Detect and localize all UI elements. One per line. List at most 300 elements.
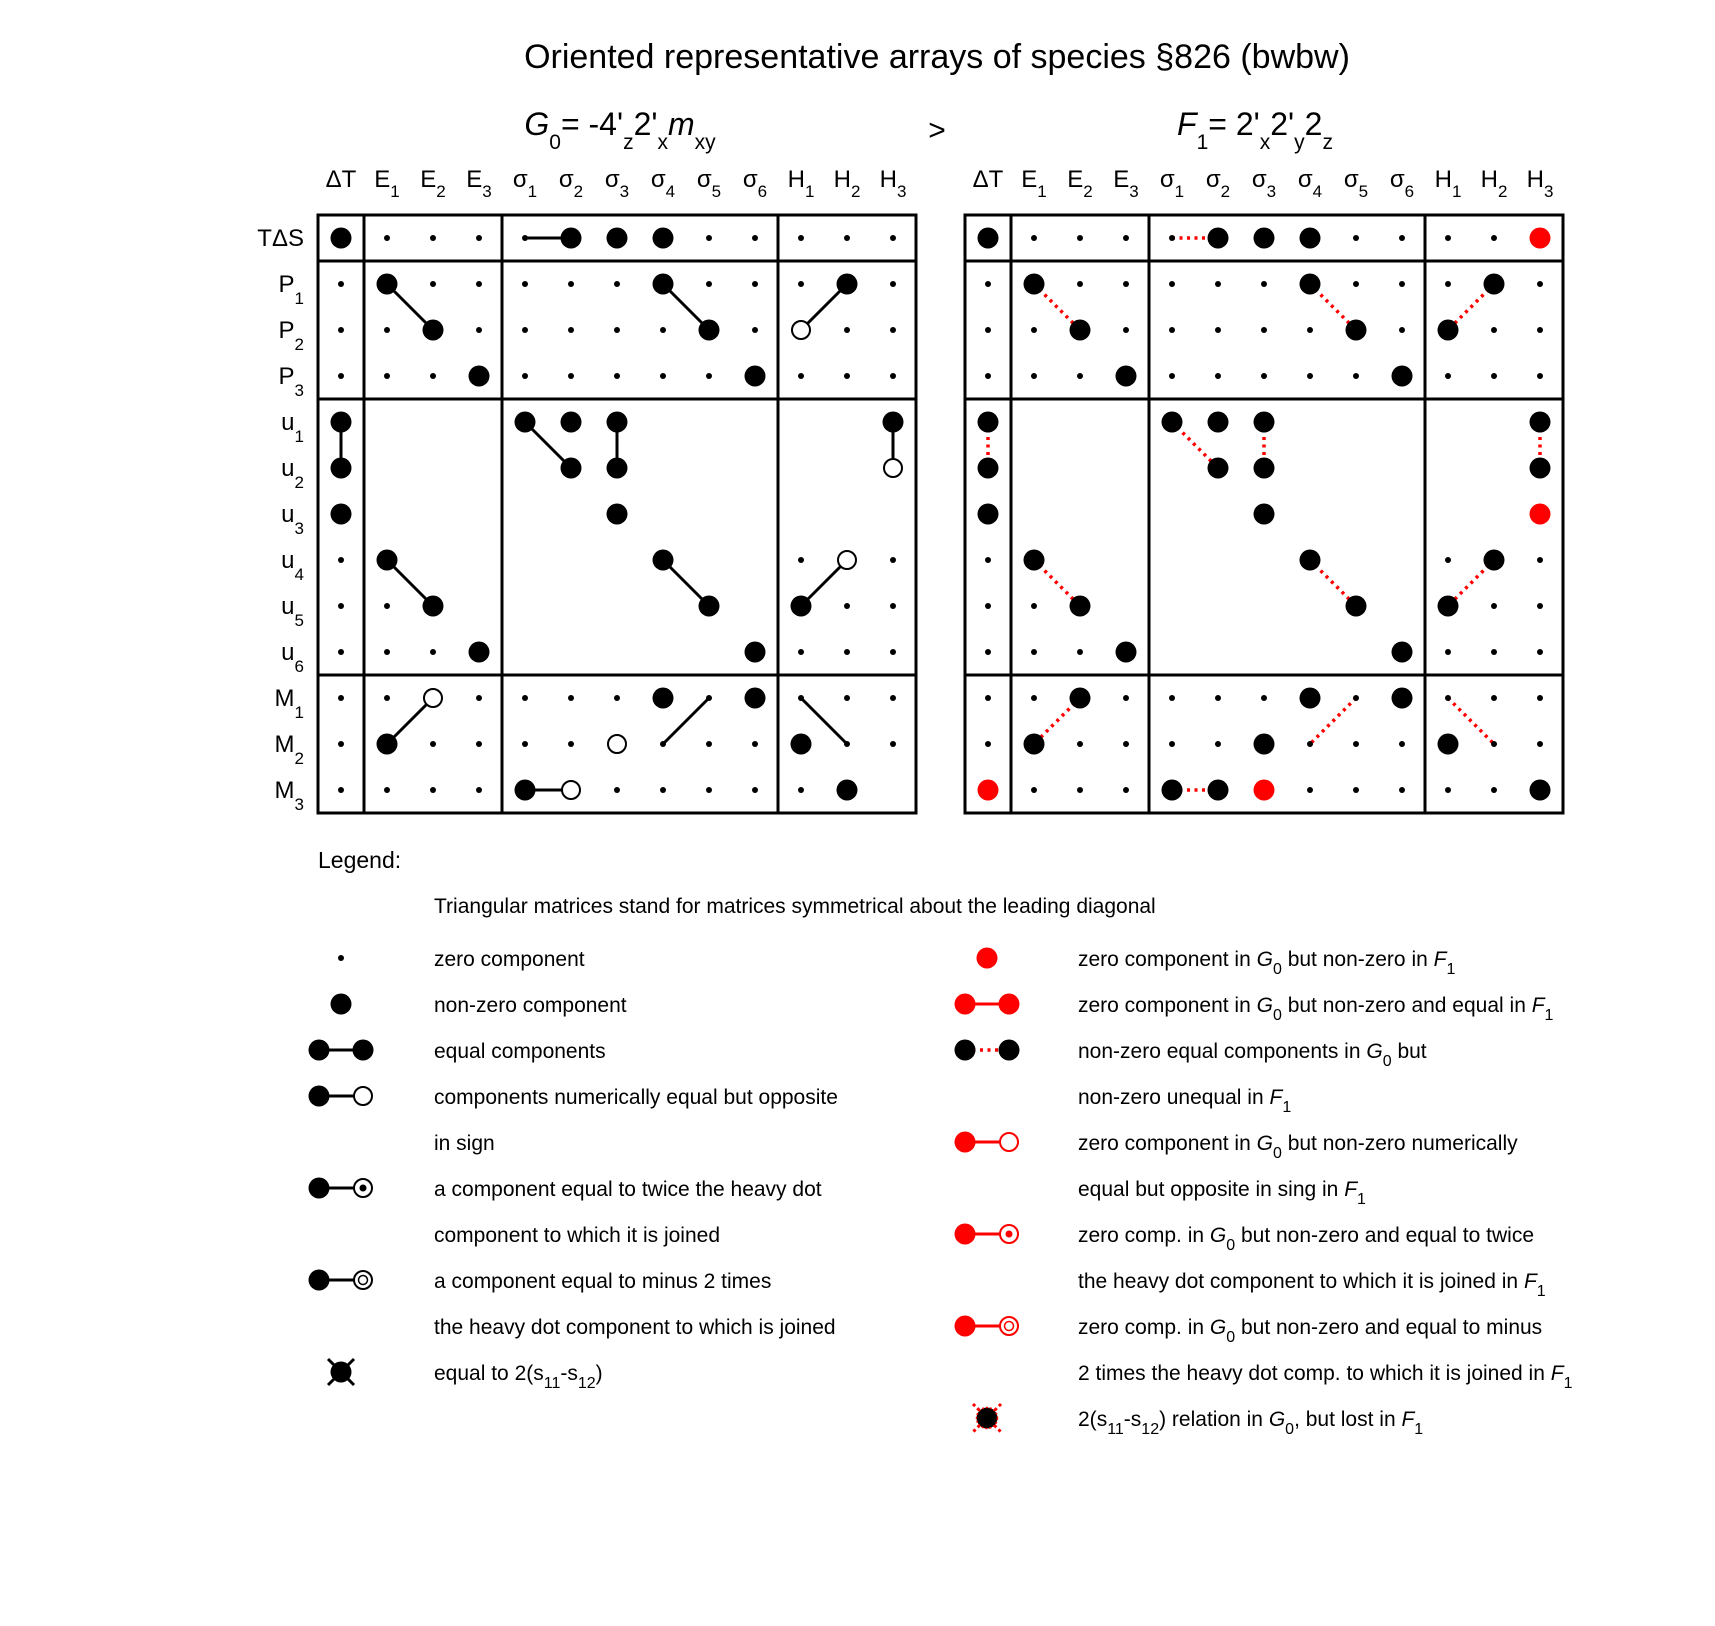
nonzero-component <box>653 274 674 295</box>
column-header: $\sigma_5$ <box>1343 166 1369 201</box>
zero-component <box>890 603 896 609</box>
opposite-sign-component <box>608 735 626 753</box>
nonzero-component <box>607 228 628 249</box>
nonzero-component <box>837 274 858 295</box>
column-header: $H_3$ <box>1526 166 1554 201</box>
page-title: Oriented representative arrays of species §826 (bwbw) <box>524 38 1350 76</box>
opposite-sign-component <box>838 551 856 569</box>
nonzero-component <box>1070 688 1091 709</box>
nonzero-component <box>745 642 766 663</box>
column-header: $\sigma_1$ <box>1159 166 1185 201</box>
new-nonzero-component <box>1254 780 1275 801</box>
legend-symbol-red-opposite-pair <box>955 1132 1019 1153</box>
zero-component <box>1491 327 1497 333</box>
zero-component <box>752 741 758 747</box>
column-header: $E_3$ <box>466 166 492 201</box>
zero-component <box>1031 235 1037 241</box>
nonzero-component <box>999 1040 1020 1061</box>
zero-component <box>384 603 390 609</box>
zero-component <box>1031 603 1037 609</box>
zero-component <box>1353 235 1359 241</box>
nonzero-component <box>1484 274 1505 295</box>
legend-text: $2(s_{11}-s_{12})$ relation in $G_0$, but lost in $F_1$ <box>1078 1408 1424 1438</box>
open-component <box>1000 1317 1018 1335</box>
nonzero-component <box>377 734 398 755</box>
zero-component <box>752 281 758 287</box>
zero-component <box>1537 741 1543 747</box>
zero-component <box>338 327 344 333</box>
zero-component <box>476 235 482 241</box>
zero-component <box>1445 373 1451 379</box>
nonzero-component <box>1300 550 1321 571</box>
zero-component <box>890 649 896 655</box>
nonzero-component <box>1438 734 1459 755</box>
legend-symbol-red-equal-pair <box>955 994 1020 1015</box>
zero-component <box>1123 327 1129 333</box>
legend-title: Legend: <box>318 847 402 873</box>
nonzero-component <box>745 688 766 709</box>
zero-component <box>1491 235 1497 241</box>
zero-component <box>752 235 758 241</box>
nonzero-component <box>1392 366 1413 387</box>
nonzero-component <box>1024 734 1045 755</box>
zero-component <box>568 281 574 287</box>
zero-component <box>706 373 712 379</box>
group-arrow: > <box>928 114 946 147</box>
row-header: $M_3$ <box>274 777 304 814</box>
nonzero-component <box>309 1270 330 1291</box>
nonzero-component <box>1162 780 1183 801</box>
zero-component <box>1537 281 1543 287</box>
zero-component <box>798 557 804 563</box>
zero-component <box>844 741 850 747</box>
nonzero-component <box>607 412 628 433</box>
nonzero-component <box>309 1086 330 1107</box>
nonzero-component <box>1208 458 1229 479</box>
zero-component <box>1077 373 1083 379</box>
nonzero-component <box>1208 228 1229 249</box>
zero-component <box>614 787 620 793</box>
column-header: $\sigma_2$ <box>558 166 584 201</box>
zero-component <box>338 787 344 793</box>
nonzero-component <box>1070 596 1091 617</box>
zero-component <box>706 281 712 287</box>
nonzero-component <box>978 412 999 433</box>
zero-component <box>338 281 344 287</box>
zero-component <box>1031 787 1037 793</box>
zero-component <box>522 373 528 379</box>
legend-symbol-red-twice-pair <box>955 1224 1019 1245</box>
nonzero-component <box>653 228 674 249</box>
zero-component <box>1445 695 1451 701</box>
zero-component <box>1445 787 1451 793</box>
zero-component <box>890 741 896 747</box>
zero-component <box>1307 327 1313 333</box>
zero-component <box>985 695 991 701</box>
nonzero-component <box>1438 320 1459 341</box>
row-header: $P_3$ <box>278 363 304 400</box>
zero-component <box>706 695 712 701</box>
zero-component <box>614 281 620 287</box>
nonzero-component <box>977 948 998 969</box>
zero-component <box>1537 557 1543 563</box>
row-header: $u_6$ <box>281 639 304 676</box>
zero-component <box>660 787 666 793</box>
zero-component <box>890 373 896 379</box>
column-header: $\sigma_4$ <box>650 166 676 201</box>
row-header: $u_5$ <box>281 593 304 630</box>
zero-component <box>476 695 482 701</box>
legend-symbol-big-dot <box>331 994 352 1015</box>
nonzero-component <box>1116 642 1137 663</box>
open-component <box>354 1087 372 1105</box>
legend-note: Triangular matrices stand for matrices symmetrical about the leading diagonal <box>434 895 1156 918</box>
nonzero-component <box>978 504 999 525</box>
zero-component <box>1169 695 1175 701</box>
zero-component <box>1537 603 1543 609</box>
zero-component <box>844 327 850 333</box>
column-header: $H_2$ <box>1480 166 1508 201</box>
zero-component <box>985 373 991 379</box>
nonzero-component <box>423 320 444 341</box>
row-header: $M_1$ <box>274 685 304 722</box>
zero-component <box>614 373 620 379</box>
nonzero-component <box>515 412 536 433</box>
zero-component <box>890 327 896 333</box>
zero-component <box>798 649 804 655</box>
matrix-G0 <box>257 166 916 814</box>
zero-component <box>985 557 991 563</box>
zero-component <box>1077 281 1083 287</box>
nonzero-component <box>331 458 352 479</box>
nonzero-component <box>653 550 674 571</box>
zero-component <box>338 373 344 379</box>
nonzero-component <box>1484 550 1505 571</box>
nonzero-component <box>1070 320 1091 341</box>
nonzero-component <box>1438 596 1459 617</box>
zero-component <box>338 557 344 563</box>
zero-component <box>1031 327 1037 333</box>
zero-component <box>1491 603 1497 609</box>
zero-component <box>1031 649 1037 655</box>
zero-component <box>752 327 758 333</box>
zero-component <box>430 741 436 747</box>
nonzero-component <box>1392 642 1413 663</box>
nonzero-component <box>331 412 352 433</box>
zero-component <box>844 373 850 379</box>
nonzero-component <box>653 688 674 709</box>
zero-component <box>476 787 482 793</box>
zero-component <box>1215 695 1221 701</box>
nonzero-component <box>607 504 628 525</box>
column-header: $\sigma_6$ <box>1389 166 1415 201</box>
column-header: $\sigma_3$ <box>604 166 630 201</box>
zero-component <box>985 327 991 333</box>
zero-component <box>1445 557 1451 563</box>
open-component <box>354 1271 372 1289</box>
zero-component <box>1491 373 1497 379</box>
nonzero-component <box>1254 504 1275 525</box>
nonzero-component <box>1254 734 1275 755</box>
zero-component <box>890 235 896 241</box>
zero-component <box>1031 373 1037 379</box>
nonzero-component <box>469 366 490 387</box>
zero-component <box>1169 741 1175 747</box>
zero-component <box>522 327 528 333</box>
zero-component <box>384 649 390 655</box>
zero-component <box>430 649 436 655</box>
column-header: $\sigma_2$ <box>1205 166 1231 201</box>
zero-component <box>430 787 436 793</box>
zero-component <box>430 281 436 287</box>
zero-component <box>1353 787 1359 793</box>
zero-component <box>384 235 390 241</box>
group-header-g0: $G_0= -4'_z2'_xm_{xy}$ <box>524 106 716 154</box>
opposite-sign-component <box>562 781 580 799</box>
zero-component <box>1077 649 1083 655</box>
zero-component <box>660 327 666 333</box>
row-header: TΔS <box>257 225 304 252</box>
nonzero-component <box>1530 412 1551 433</box>
new-nonzero-component <box>978 780 999 801</box>
zero-component <box>1445 235 1451 241</box>
zero-component <box>1261 695 1267 701</box>
opposite-sign-component <box>424 689 442 707</box>
column-header: ΔT <box>972 166 1004 193</box>
legend-symbol-red-minus-two-pair <box>955 1316 1019 1337</box>
legend-text: non-zero component <box>434 994 627 1017</box>
zero-component <box>338 695 344 701</box>
zero-component <box>1077 741 1083 747</box>
nonzero-component <box>607 458 628 479</box>
nonzero-component <box>331 504 352 525</box>
zero-component <box>1031 695 1037 701</box>
zero-component <box>476 281 482 287</box>
zero-component <box>1537 373 1543 379</box>
zero-component <box>1353 741 1359 747</box>
nonzero-component <box>1254 228 1275 249</box>
zero-component <box>1215 741 1221 747</box>
legend-text: the heavy dot component to which it is joined in $F_1$ <box>1078 1270 1546 1300</box>
legend-symbol-equal-pair <box>309 1040 374 1061</box>
zero-component <box>338 603 344 609</box>
nonzero-component <box>1162 412 1183 433</box>
zero-component <box>890 695 896 701</box>
zero-component <box>1399 281 1405 287</box>
zero-component <box>1491 649 1497 655</box>
nonzero-component <box>1254 458 1275 479</box>
new-nonzero-component <box>1530 228 1551 249</box>
nonzero-component <box>561 228 582 249</box>
zero-component <box>1491 787 1497 793</box>
center-dot <box>360 1185 367 1192</box>
zero-component <box>706 741 712 747</box>
column-header: $E_1$ <box>374 166 400 201</box>
zero-component <box>1445 281 1451 287</box>
nonzero-component <box>745 366 766 387</box>
zero-component <box>338 649 344 655</box>
legend-text: zero component <box>434 948 585 971</box>
legend-symbol-crossed-dot <box>328 1359 354 1385</box>
zero-component <box>798 373 804 379</box>
zero-component <box>1123 741 1129 747</box>
nonzero-component <box>1346 320 1367 341</box>
legend-symbol-twice-pair <box>309 1178 373 1199</box>
zero-component <box>1399 327 1405 333</box>
row-header: $u_1$ <box>281 409 304 446</box>
zero-component <box>476 741 482 747</box>
zero-component <box>1399 235 1405 241</box>
zero-component <box>1353 281 1359 287</box>
legend-symbol-minus-two-pair <box>309 1270 373 1291</box>
zero-component <box>798 235 804 241</box>
zero-component <box>660 741 666 747</box>
zero-component <box>985 281 991 287</box>
zero-component <box>890 557 896 563</box>
zero-component <box>1353 695 1359 701</box>
zero-component <box>1077 787 1083 793</box>
zero-component <box>1169 235 1175 241</box>
nonzero-component <box>561 458 582 479</box>
zero-component <box>1445 649 1451 655</box>
column-header: ΔT <box>325 166 357 193</box>
column-header: $E_3$ <box>1113 166 1139 201</box>
zero-component <box>844 649 850 655</box>
zero-component <box>1537 327 1543 333</box>
legend-symbol-small-dot <box>338 955 344 961</box>
zero-component <box>1537 649 1543 655</box>
zero-component <box>985 603 991 609</box>
nonzero-component <box>978 458 999 479</box>
column-header: $H_2$ <box>833 166 861 201</box>
zero-component <box>1261 373 1267 379</box>
zero-component <box>522 741 528 747</box>
legend-text: a component equal to twice the heavy dot <box>434 1178 822 1201</box>
nonzero-component <box>1024 550 1045 571</box>
nonzero-component <box>883 412 904 433</box>
nonzero-component <box>377 550 398 571</box>
legend-text: components numerically equal but opposite <box>434 1086 838 1109</box>
zero-component <box>844 235 850 241</box>
column-header: $H_3$ <box>879 166 907 201</box>
legend-text: the heavy dot component to which is joined <box>434 1316 836 1339</box>
zero-component <box>1169 373 1175 379</box>
zero-component <box>614 327 620 333</box>
nonzero-component <box>1300 228 1321 249</box>
nonzero-component <box>309 1178 330 1199</box>
nonzero-component <box>837 780 858 801</box>
column-header: $\sigma_6$ <box>742 166 768 201</box>
column-header: $H_1$ <box>787 166 815 201</box>
nonzero-component <box>1208 412 1229 433</box>
row-header: $P_1$ <box>278 271 304 308</box>
zero-component <box>798 281 804 287</box>
zero-component <box>844 695 850 701</box>
nonzero-component <box>955 1316 976 1337</box>
zero-component <box>430 373 436 379</box>
nonzero-component <box>353 1040 374 1061</box>
group-header-f1: $F_1= 2'_x2'_y2_z$ <box>1177 106 1333 154</box>
zero-component <box>985 649 991 655</box>
nonzero-component <box>561 412 582 433</box>
nonzero-component <box>999 994 1020 1015</box>
zero-component <box>1123 281 1129 287</box>
nonzero-component <box>699 596 720 617</box>
zero-component <box>706 787 712 793</box>
zero-component <box>798 787 804 793</box>
zero-component <box>844 603 850 609</box>
column-header: $\sigma_4$ <box>1297 166 1323 201</box>
legend-symbol-opposite-pair <box>309 1086 373 1107</box>
row-header: $u_4$ <box>281 547 304 584</box>
zero-component <box>568 741 574 747</box>
zero-component <box>1215 327 1221 333</box>
zero-component <box>752 787 758 793</box>
nonzero-component <box>1530 458 1551 479</box>
zero-component <box>384 373 390 379</box>
legend-text: zero component in $G_0$ but non-zero numerically <box>1078 1132 1518 1162</box>
zero-component <box>1307 741 1313 747</box>
nonzero-component <box>1300 274 1321 295</box>
nonzero-component <box>1208 780 1229 801</box>
zero-component <box>1123 695 1129 701</box>
nonzero-component <box>978 228 999 249</box>
nonzero-component <box>331 994 352 1015</box>
column-header: $\sigma_5$ <box>696 166 722 201</box>
zero-component <box>1537 695 1543 701</box>
nonzero-component <box>791 734 812 755</box>
nonzero-component <box>955 994 976 1015</box>
zero-component <box>384 327 390 333</box>
legend-text: equal to $2(s_{11}-s_{12})$ <box>434 1362 603 1392</box>
zero-component <box>1399 787 1405 793</box>
nonzero-component <box>331 228 352 249</box>
column-header: $\sigma_1$ <box>512 166 538 201</box>
legend-text: zero comp. in $G_0$ but non-zero and equal to minus <box>1078 1316 1543 1346</box>
zero-component <box>384 787 390 793</box>
nonzero-component <box>955 1040 976 1061</box>
zero-component <box>706 235 712 241</box>
open-component <box>1000 1133 1018 1151</box>
matrix-F1 <box>965 166 1563 813</box>
legend-text: zero component in $G_0$ but non-zero and equal in $F_1$ <box>1078 994 1554 1024</box>
legend-text: non-zero equal components in $G_0$ but <box>1078 1040 1427 1070</box>
zero-component <box>568 373 574 379</box>
nonzero-component <box>955 1224 976 1245</box>
center-dot <box>1006 1231 1013 1238</box>
zero-component <box>522 235 528 241</box>
nonzero-component <box>309 1040 330 1061</box>
row-header: $M_2$ <box>274 731 304 768</box>
zero-component <box>338 955 344 961</box>
legend-symbol-red-dot <box>977 948 998 969</box>
row-header: $u_2$ <box>281 455 304 492</box>
zero-component <box>890 281 896 287</box>
zero-component <box>1169 281 1175 287</box>
zero-component <box>1169 327 1175 333</box>
zero-component <box>384 695 390 701</box>
opposite-sign-component <box>792 321 810 339</box>
nonzero-component <box>1116 366 1137 387</box>
zero-component <box>476 327 482 333</box>
legend-text: zero comp. in $G_0$ but non-zero and equal to twice <box>1078 1224 1535 1254</box>
zero-component <box>1215 373 1221 379</box>
zero-component <box>1261 327 1267 333</box>
zero-component <box>430 235 436 241</box>
column-header: $H_1$ <box>1434 166 1462 201</box>
legend-text: equal components <box>434 1040 606 1063</box>
legend-symbol-red-crossed-dot <box>973 1404 1001 1432</box>
